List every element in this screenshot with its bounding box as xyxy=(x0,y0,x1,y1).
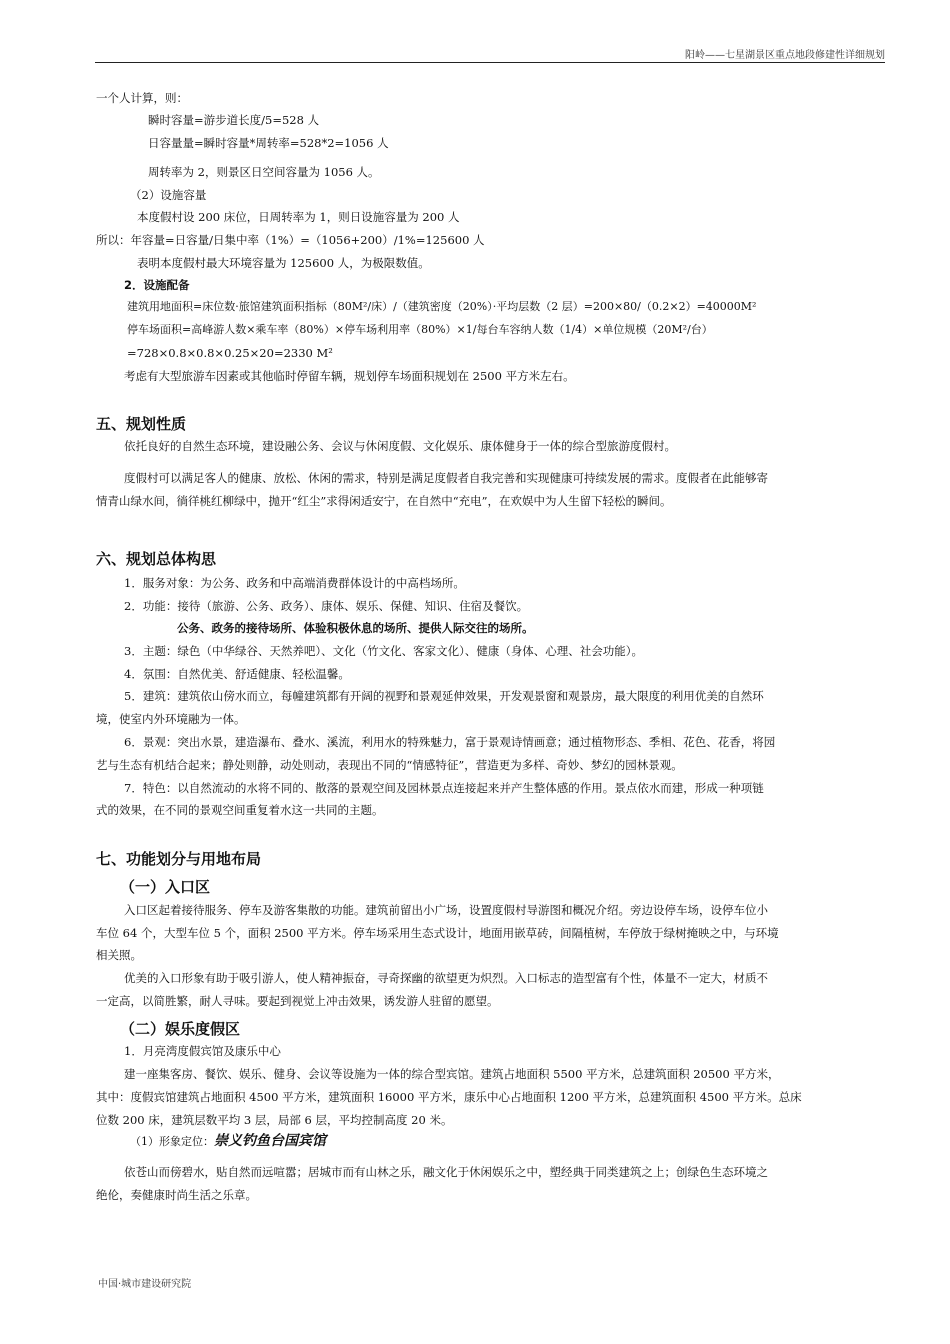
section5-paragraph1: 依托良好的自然生态环境，建设融公务、会议与休闲度假、文化娱乐、康体健身于一体的综合型旅游度假村。 xyxy=(124,439,676,453)
resort-paragraph-line1: 建一座集客房、餐饮、娱乐、健身、会议等设施为一体的综合型宾馆。建筑占地面积 5500 平方米，总建筑面积 20500 平方米， xyxy=(124,1067,780,1081)
capacity-daily: 日容量量=瞬时容量*周转率=528*2=1056 人 xyxy=(148,136,389,150)
section6-item2: 2．功能：接待（旅游、公务、政务）、康体、娱乐、保健、知识、住宿及餐饮。 xyxy=(124,599,529,613)
section5-paragraph2-line1: 度假村可以满足客人的健康、放松、休闲的需求，特别是满足度假者自我完善和实现健康可持续发展的需求。度假者在此能够寄 xyxy=(124,471,768,485)
facilities-parking-formula: 停车场面积=高峰游人数×乘车率（80%）×停车场利用率（80%）×1/每台车容纳人数（1/4）×单位规模（20M²/台） xyxy=(127,323,713,336)
facilities-building-area: 建筑用地面积=床位数·旅馆建筑面积指标（80M²/床）/（建筑密度（20%）·平均层数（2 层）=200×80/（0.2×2）=40000M² xyxy=(127,300,757,313)
page-footer: 中国·城市建设研究院 xyxy=(98,1279,192,1290)
section6-item1: 1．服务对象：为公务、政务和中高端消费群体设计的中高档场所。 xyxy=(124,576,465,590)
section6-item4: 4．氛围：自然优美、舒适健康、轻松温馨。 xyxy=(124,667,350,681)
section6-item6-line1: 6．景观：突出水景，建造瀑布、叠水、溪流，利用水的特殊魅力，富于景观诗情画意；通过植物形态、季相、花色、花香，将园 xyxy=(124,735,776,749)
facilities-title: 2．设施配备 xyxy=(124,278,190,292)
section6-item7-line1: 7．特色：以自然流动的水将不同的、散落的景观空间及园林景点连接起来并产生整体感的作用。景点依水而建，形成一种项链 xyxy=(124,781,764,795)
entrance-area-title: （一）入口区 xyxy=(120,878,211,896)
image-positioning-label: （1）形象定位： xyxy=(130,1135,214,1148)
facilities-parking-note: 考虑有大型旅游车因素或其他临时停留车辆，规划停车场面积规划在 2500 平方米左右。 xyxy=(124,369,575,383)
annual-capacity: 所以：年容量=日容量/日集中率（1%）=（1056+200）/1%=125600 人 xyxy=(96,233,485,247)
section6-item3: 3．主题：绿色（中华绿谷、天然养吧）、文化（竹文化、客家文化）、健康（身体、心理、社会功能）。 xyxy=(124,644,644,658)
image-positioning xyxy=(130,1133,326,1150)
entrance-paragraph2-line2: 一定高，以简胜繁，耐人寻味。要起到视觉上冲击效果，诱发游人驻留的愿望。 xyxy=(96,994,499,1008)
facilities-parking-result: =728×0.8×0.8×0.25×20=2330 M² xyxy=(127,346,333,360)
resort-paragraph-line3: 位数 200 床，建筑层数平均 3 层，局部 6 层，平均控制高度 20 米。 xyxy=(96,1113,453,1127)
capacity-conclusion: 表明本度假村最大环境容量为 125600 人，为极限数值。 xyxy=(137,256,430,270)
section6-item7-line2: 式的效果，在不同的景观空间重复着水这一共同的主题。 xyxy=(96,803,384,817)
header-title: 阳岭——七星湖景区重点地段修建性详细规划 xyxy=(685,50,885,61)
section6-item5-line2: 境，使室内外环境融为一体。 xyxy=(96,712,246,726)
section6-item5-line1: 5．建筑：建筑依山傍水而立，每幢建筑都有开阔的视野和景观延伸效果，开发观景窗和观景房，最大限度的利用优美的自然环 xyxy=(124,689,764,703)
section6-item2-emphasis: 公务、政务的接待场所、体验积极休息的场所、提供人际交往的场所。 xyxy=(177,621,534,635)
section5-title: 五、规划性质 xyxy=(96,415,187,433)
image-positioning-value: 崇义钓鱼台国宾馆 xyxy=(214,1133,326,1149)
capacity-turnover: 周转率为 2，则景区日空间容量为 1056 人。 xyxy=(148,165,380,179)
resort-paragraph-line2: 其中：度假宾馆建筑占地面积 4500 平方米，建筑面积 16000 平方米，康乐中心占地面积 1200 平方米，总建筑面积 4500 平方米。总床 xyxy=(96,1090,802,1104)
section6-item6-line2: 艺与生态有机结合起来；静处则静，动处则动，表现出不同的“情感特征”，营造更为多样、奇妙、梦幻的园林景观。 xyxy=(96,758,683,772)
facility-capacity-text: 本度假村设 200 床位，日周转率为 1，则日设施容量为 200 人 xyxy=(137,210,460,224)
positioning-paragraph-line2: 绝伦，奏健康时尚生活之乐章。 xyxy=(96,1188,257,1202)
positioning-paragraph-line1: 依苍山而傍碧水，贴自然而远喧嚣；居城市而有山林之乐，融文化于休闲娱乐之中，塑经典于同类建筑之上；创绿色生态环境之 xyxy=(124,1165,768,1179)
resort-area-title: （二）娱乐度假区 xyxy=(120,1020,241,1038)
capacity-instant: 瞬时容量=游步道长度/5=528 人 xyxy=(148,113,320,127)
page-header xyxy=(95,48,885,63)
section7-title: 七、功能划分与用地布局 xyxy=(96,850,262,868)
facility-capacity-title: （2）设施容量 xyxy=(130,188,207,202)
entrance-paragraph2-line1: 优美的入口形象有助于吸引游人，使人精神振奋，寻奇探幽的欲望更为炽烈。入口标志的造型富有个性，体量不一定大，材质不 xyxy=(124,971,768,985)
entrance-paragraph1-line1: 入口区起着接待服务、停车及游客集散的功能。建筑前留出小广场，设置度假村导游图和概况介绍。旁边设停车场，设停车位小 xyxy=(124,903,768,917)
section6-title: 六、规划总体构思 xyxy=(96,550,217,568)
entrance-paragraph1-line3: 相关照。 xyxy=(96,948,142,962)
capacity-intro: 一个人计算，则： xyxy=(96,91,188,105)
resort-item1-title: 1．月亮湾度假宾馆及康乐中心 xyxy=(124,1044,281,1058)
entrance-paragraph1-line2: 车位 64 个，大型车位 5 个，面积 2500 平方米。停车场采用生态式设计，地面用嵌草砖，间隔植树，车停放于绿树掩映之中，与环境 xyxy=(96,926,779,940)
section5-paragraph2-line2: 情青山绿水间，徜徉桃红柳绿中，抛开“红尘”求得闲适安宁，在自然中“充电”，在欢娱中为人生留下轻松的瞬间。 xyxy=(96,494,672,508)
